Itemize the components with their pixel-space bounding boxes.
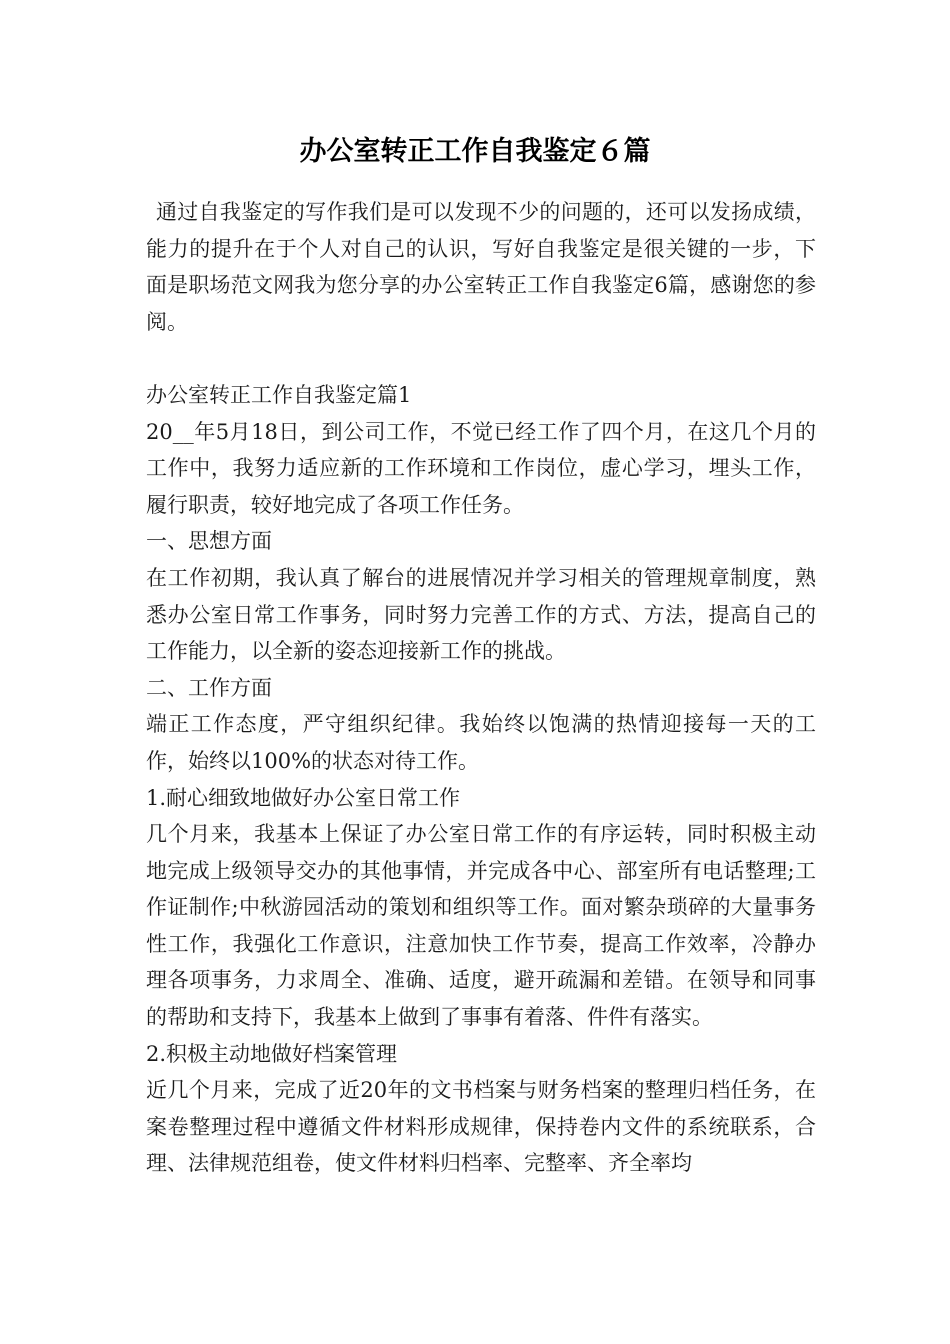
section-heading: 二、工作方面 (146, 675, 272, 700)
body-paragraph: 端正工作态度，严守组织纪律。我始终以饱满的热情迎接每一天的工作，始终以100%的状态对待工作。 (146, 712, 816, 773)
subsection-heading: 2.积极主动地做好档案管理 (146, 1041, 398, 1066)
section-heading: 办公室转正工作自我鉴定篇1 (146, 382, 412, 407)
intro-paragraph: 通过自我鉴定的写作我们是可以发现不少的问题的，还可以发扬成绩，能力的提升在于个人对自己的认识，写好自我鉴定是很关键的一步，下面是职场范文网我为您分享的办公室转正工作自我鉴定6篇，感谢您的参阅。 (146, 200, 816, 334)
document-title: 办公室转正工作自我鉴定６篇 (299, 136, 651, 167)
body-paragraph: 几个月来，我基本上保证了办公室日常工作的有序运转，同时积极主动地完成上级领导交办的其他事情，并完成各中心、部室所有电话整理;工作证制作;中秋游园活动的策划和组织等工作。面对繁杂琐碎的大量事务性工作，我强化工作意识，注意加快工作节奏，提高工作效率，冷静办理各项事务，力求周全、准确、适度，避开疏漏和差错。在领导和同事的帮助和支持下，我基本上做到了事事有着落、件件有落实。 (146, 822, 816, 1030)
subsection-heading: 1.耐心细致地做好办公室日常工作 (146, 785, 461, 810)
body-paragraph: 20__年5月18日，到公司工作，不觉已经工作了四个月，在这几个月的工作中，我努力适应新的工作环境和工作岗位，虚心学习，埋头工作，履行职责，较好地完成了各项工作任务。 (146, 419, 816, 517)
body-paragraph: 近几个月来，完成了近20年的文书档案与财务档案的整理归档任务，在案卷整理过程中遵循文件材料形成规律，保持卷内文件的系统联系，合理、法律规范组卷，使文件材料归档率、完整率、齐全率均 (146, 1078, 816, 1176)
body-paragraph: 在工作初期，我认真了解台的进展情况并学习相关的管理规章制度，熟悉办公室日常工作事务，同时努力完善工作的方式、方法，提高自己的工作能力，以全新的姿态迎接新工作的挑战。 (146, 565, 816, 664)
document-body (146, 194, 816, 1182)
blank-line (146, 340, 816, 377)
section-heading: 一、思想方面 (146, 529, 272, 554)
